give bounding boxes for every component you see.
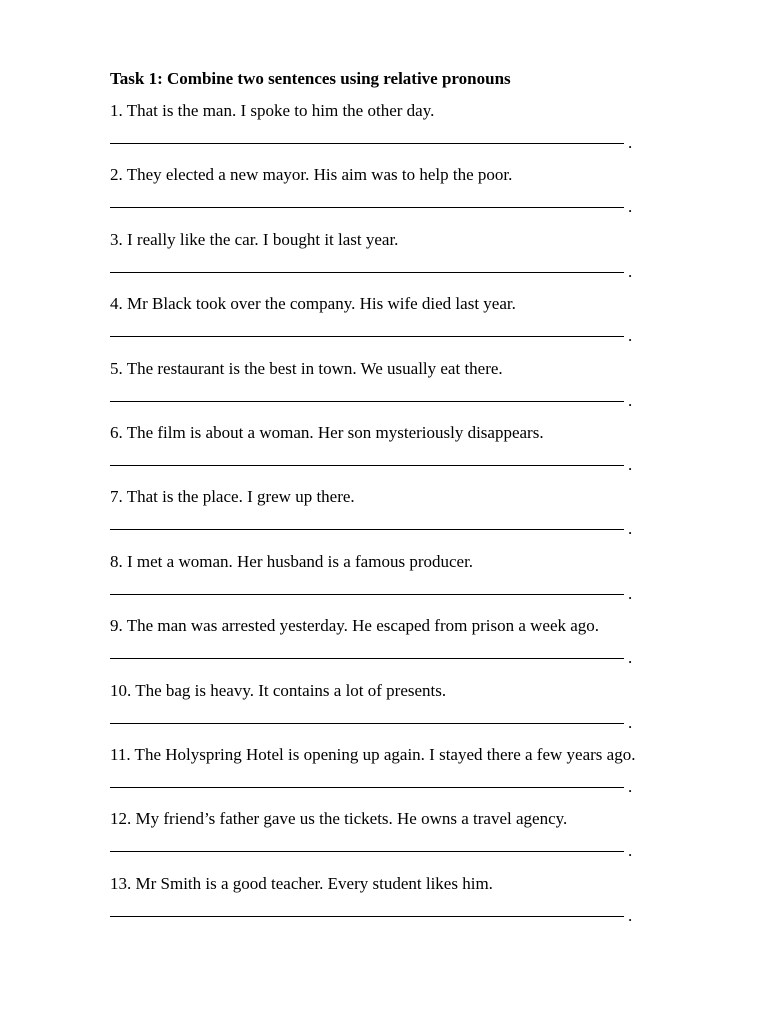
exercise-sentence: 3. I really like the car. I bought it last year. xyxy=(110,229,399,249)
exercise-item xyxy=(110,100,710,164)
answer-line[interactable] xyxy=(110,851,624,852)
worksheet xyxy=(110,68,710,937)
answer-line[interactable] xyxy=(110,787,624,788)
answer-end-period: . xyxy=(628,454,633,474)
answer-line[interactable] xyxy=(110,723,624,724)
worksheet-title: Task 1: Combine two sentences using relative pronouns xyxy=(110,69,511,88)
answer-line[interactable] xyxy=(110,336,624,337)
exercise-item xyxy=(110,358,710,422)
exercise-item xyxy=(110,615,710,679)
exercise-item xyxy=(110,229,710,293)
exercise-sentence: 8. I met a woman. Her husband is a famous producer. xyxy=(110,551,474,571)
answer-line[interactable] xyxy=(110,658,624,659)
answer-line[interactable] xyxy=(110,916,624,917)
exercise-sentence: 4. Mr Black took over the company. His wife died last year. xyxy=(110,294,516,314)
answer-end-period: . xyxy=(628,133,633,152)
answer-line[interactable] xyxy=(110,207,624,208)
exercise-sentence: 7. That is the place. I grew up there. xyxy=(110,487,355,507)
answer-line[interactable] xyxy=(110,401,624,402)
exercise-item xyxy=(110,551,710,615)
exercise-sentence: 1. That is the man. I spoke to him the other day. xyxy=(110,101,435,120)
answer-end-period: . xyxy=(628,648,633,668)
answer-end-period: . xyxy=(628,841,633,861)
exercise-sentence: 11. The Holyspring Hotel is opening up again. I stayed there a few years ago. xyxy=(110,744,636,764)
exercise-sentence: 2. They elected a new mayor. His aim was to help the poor. xyxy=(110,165,513,185)
answer-line[interactable] xyxy=(110,594,624,595)
exercise-item xyxy=(110,486,710,550)
exercise-item xyxy=(110,680,710,744)
exercise-sentence: 12. My friend’s father gave us the tickets. He owns a travel agency. xyxy=(110,809,568,829)
answer-line[interactable] xyxy=(110,465,624,466)
answer-line[interactable] xyxy=(110,272,624,273)
exercise-item xyxy=(110,873,710,937)
answer-line[interactable] xyxy=(110,529,624,530)
exercise-item xyxy=(110,422,710,486)
exercise-sentence: 9. The man was arrested yesterday. He escaped from prison a week ago. xyxy=(110,616,600,636)
exercise-sentence: 10. The bag is heavy. It contains a lot of presents. xyxy=(110,680,447,700)
exercise-sentence: 13. Mr Smith is a good teacher. Every student likes him. xyxy=(110,873,493,893)
answer-line[interactable] xyxy=(110,143,624,144)
answer-end-period: . xyxy=(628,390,633,410)
exercise-item xyxy=(110,293,710,357)
answer-end-period: . xyxy=(628,326,633,346)
answer-end-period: . xyxy=(628,197,633,217)
answer-end-period: . xyxy=(628,261,633,281)
answer-end-period: . xyxy=(628,776,633,796)
answer-end-period: . xyxy=(628,905,633,925)
exercise-item xyxy=(110,164,710,228)
exercise-item xyxy=(110,808,710,872)
exercise-sentence: 5. The restaurant is the best in town. We usually eat there. xyxy=(110,358,503,378)
answer-end-period: . xyxy=(628,583,633,603)
answer-end-period: . xyxy=(628,519,633,539)
exercise-item xyxy=(110,744,710,808)
answer-end-period: . xyxy=(628,712,633,732)
exercise-sentence: 6. The film is about a woman. Her son mysteriously disappears. xyxy=(110,422,544,442)
